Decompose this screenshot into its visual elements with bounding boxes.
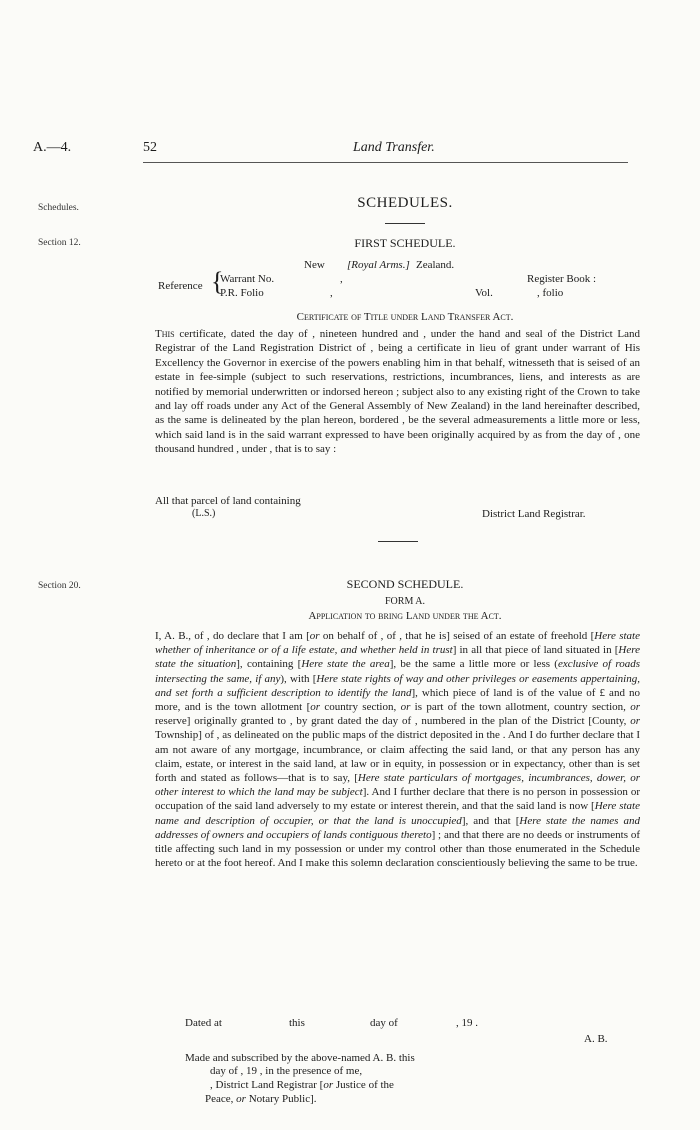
seal-ls: (L.S.) xyxy=(192,508,216,519)
royal-arms: [Royal Arms.] xyxy=(347,259,410,271)
reference-label: Reference xyxy=(158,280,203,292)
app-text: on behalf of , of , that he is] seised of an estate of freehold [ xyxy=(319,630,595,642)
folio-label: , folio xyxy=(537,287,564,299)
app-text: ), with [ xyxy=(280,672,317,685)
made-text: Notary Public]. xyxy=(245,1093,317,1105)
arms-zealand: Zealand. xyxy=(416,259,455,271)
warrant-comma: , xyxy=(340,273,343,285)
certificate-text: certificate, dated the day of , nineteen hundred and , under the hand and seal of the District Land Registrar of the Land Registration District of , being a certificate in lieu of grant under warrant of His Excellency the Governor in exercise of the powers enabling him in that behalf, witnesseth that is seised of an estate in fee-simple (subject to such reservations, restrictions, incumbrances, liens, and interests as are notified by memorial underwritten or indorsed hereon ; subject also to any existing right of the Crown to take and lay off roads under any Act of the General Assembly of New Zealand) in the land hereinafter described, as the same is delineated by the plan hereon, bordered , be the several admeasurements a little more or less, which said land is in the said warrant expressed to have been originally acquired by as from the day of , one thousand hundred , under , that is to say : xyxy=(155,328,640,456)
made-text: , District Land Registrar [ xyxy=(210,1079,324,1091)
app-text: ]. And I further declare that there is no person in possession or occupation of the said land adversely to my estate or interest therein, and that the said land is now [ xyxy=(155,786,641,813)
made-and-subscribed: Made and subscribed by the above-named A. B. this xyxy=(185,1052,415,1064)
app-text: ], containing [ xyxy=(236,658,302,671)
header-rule xyxy=(143,162,628,163)
app-italic: Here state particulars of mortgages, incumbrances, dower, or other interest to which the land may be subject xyxy=(155,772,640,799)
app-text: ], which piece of land is of the value of £ and no more, and is the town allotment [ xyxy=(155,686,640,714)
app-italic: Here state the situation xyxy=(155,644,640,671)
app-text: ], and that [ xyxy=(461,814,520,827)
app-italic: or xyxy=(310,701,321,714)
folio-comma: , xyxy=(330,287,333,299)
app-italic: Here state whether of inheritance or of a life estate, and whether held in trust xyxy=(155,630,640,657)
app-italic: or xyxy=(309,630,320,642)
district-land-registrar: District Land Registrar. xyxy=(482,508,586,520)
pr-folio: P.R. Folio xyxy=(220,287,264,299)
form-a: FORM A. xyxy=(384,596,425,607)
made-registrar xyxy=(210,1079,394,1091)
schedules-title: SCHEDULES. xyxy=(357,195,453,211)
app-text: ] ; and that there are no deeds or instruments of title affecting such land in my possession or under my control other than those enumerated in the Schedule hereto or at the foot hereof. And I make this solemn declaration conscientiously believing the same to be true. xyxy=(155,828,641,870)
made-text: Justice of the xyxy=(333,1079,394,1091)
app-text: ] in all that piece of land situated in [ xyxy=(452,644,619,657)
app-text: I, A. B., of , do declare that I am [ xyxy=(155,630,310,642)
app-italic: Here state rights of way and other privileges or easements appertaining, and set forth a sufficient description to identify the land xyxy=(155,672,640,699)
app-text: ], be the same a little more or less ( xyxy=(389,658,558,671)
app-italic: Here state the area xyxy=(301,658,390,671)
document-code: A.—4. xyxy=(33,140,72,155)
app-text: country section, xyxy=(320,701,401,714)
app-italic: Here state the names and addresses of owners and occupiers of lands contiguous thereto xyxy=(155,814,641,841)
warrant-no: Warrant No. xyxy=(220,273,275,285)
signature-ab: A. B. xyxy=(584,1033,608,1045)
arms-new: New xyxy=(304,259,325,271)
app-text: reserve] originally granted to , by grant dated the day of , numbered in the plan of the District [County, xyxy=(155,715,631,728)
register-book: Register Book : xyxy=(527,273,597,285)
dated-this: this xyxy=(289,1017,305,1029)
made-peace xyxy=(205,1093,317,1105)
dated-year: , 19 . xyxy=(456,1017,478,1029)
second-schedule-title: SECOND SCHEDULE. xyxy=(346,577,464,591)
certificate-body xyxy=(155,327,640,457)
app-italic: or xyxy=(630,715,640,728)
made-italic: or xyxy=(323,1079,334,1091)
certificate-heading: Certificate of Title under Land Transfer Act. xyxy=(296,311,514,323)
margin-note-schedules: Schedules. xyxy=(38,203,79,213)
application-body xyxy=(155,629,640,870)
page-number: 52 xyxy=(143,140,157,155)
title-rule xyxy=(385,223,425,224)
dated-at: Dated at xyxy=(185,1017,222,1029)
section-divider xyxy=(378,541,418,542)
parcel-line: All that parcel of land containing xyxy=(155,495,301,507)
margin-note-section-12: Section 12. xyxy=(38,238,81,248)
app-italic: exclusive of roads intersecting the same, if any xyxy=(155,658,641,685)
app-text: is part of the town allotment, country section, xyxy=(410,701,631,714)
vol-label: Vol. xyxy=(475,287,493,299)
certificate-this: This xyxy=(155,328,175,340)
reference-brace: { xyxy=(211,267,224,296)
made-day-of: day of , 19 , in the presence of me, xyxy=(210,1065,363,1077)
app-italic: Here state name and description of occupier, or that the land is unoccupied xyxy=(155,800,640,827)
dated-day-of: day of xyxy=(370,1017,398,1029)
app-italic: or xyxy=(400,701,411,714)
made-italic: or xyxy=(236,1093,246,1105)
application-heading: Application to bring Land under the Act. xyxy=(308,610,502,622)
made-text: Peace, xyxy=(205,1093,237,1105)
first-schedule-title: FIRST SCHEDULE. xyxy=(354,236,456,250)
running-title: Land Transfer. xyxy=(353,140,435,155)
app-text: Township] of , as delineated on the public maps of the district deposited in the . And I do further declare that I am not aware of any mortgage, incumbrance, or claim affecting the said land, or that any person has any claim, estate, or interest in the said land, at law or in equity, in possession or in expectancy, other than is set forth and stated as follows—that is to say, [ xyxy=(155,729,640,785)
margin-note-section-20: Section 20. xyxy=(38,581,81,591)
app-italic: or xyxy=(630,701,641,714)
